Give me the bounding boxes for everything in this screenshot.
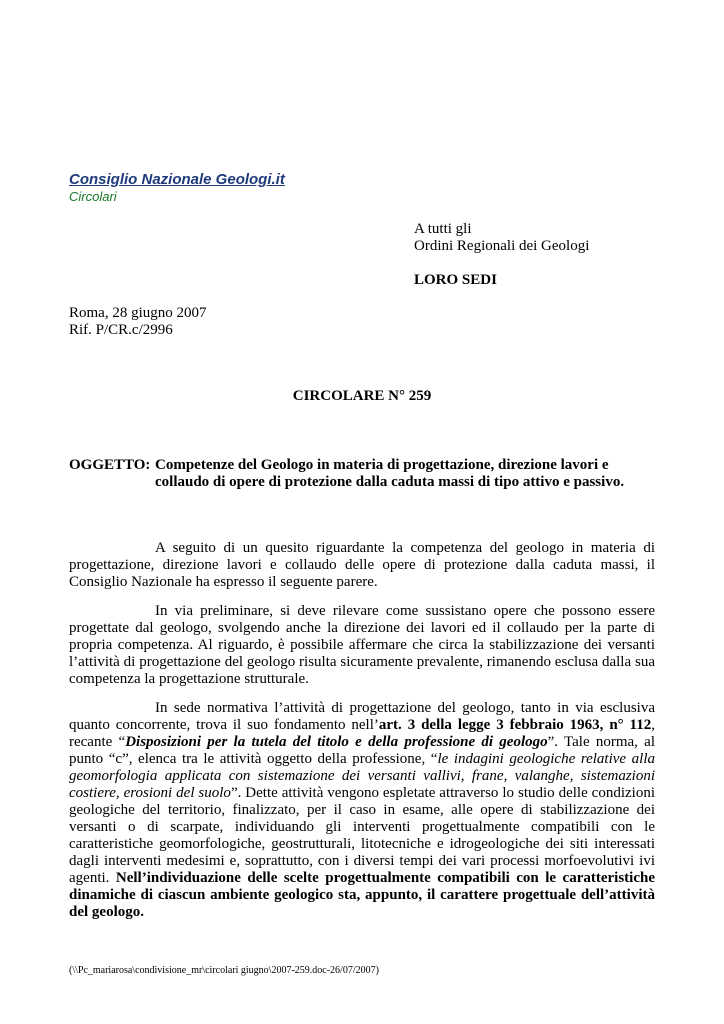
section-label: Circolari — [69, 189, 117, 204]
paragraph-3 — [69, 700, 655, 921]
letterhead — [69, 171, 285, 204]
recipient-line-2: Ordini Regionali dei Geologi — [414, 238, 590, 254]
p3-text-g: ”. Dette attività vengono espletate attraverso lo studio delle condizioni geologiche del territorio, finalizzato, per il caso in esame, alle opere di stabilizzazione dei versanti o di scarpate, individuando gli interventi progettualmente compatibili con le caratteristiche geomorfologiche, geostrutturali, litotecniche e idrogeologiche dei siti interessati dagli interventi medesimi e, soprattutto, con i diversi tempi dei vari processi morfoevolutivi ivi agenti. — [69, 785, 655, 886]
law-reference: art. 3 della legge 3 febbraio 1963, n° 112 — [378, 717, 652, 733]
subject-text: Competenze del Geologo in materia di progettazione, direzione lavori e collaudo di opere di protezione dalla caduta massi di tipo attivo e passivo. — [155, 457, 625, 490]
paragraph-1: A seguito di un quesito riguardante la competenza del geologo in materia di progettazione, direzione lavori e collaudo delle opere di protezione dalla caduta massi, il Consiglio Nazionale ha espresso il seguente parere. — [69, 540, 655, 590]
subject-label: OGGETTO: — [69, 457, 151, 473]
meta-block — [69, 305, 207, 339]
recipient-block — [414, 221, 589, 289]
law-title: Disposizioni per la tutela del titolo e della professione di geologo — [125, 734, 548, 750]
subject-block — [69, 457, 659, 491]
p3-text-c: , recante “ — [69, 717, 655, 750]
org-name[interactable]: Consiglio Nazionale Geologi.it — [69, 171, 285, 188]
law-quote: le indagini geologiche relative alla geomorfologia applicata con sistemazione dei versanti vallivi, frane, valanghe, sistemazioni costiere, erosioni del suolo — [69, 751, 655, 801]
paragraph-2: In via preliminare, si deve rilevare come sussistano opere che possono essere progettate dal geologo, svolgendo anche la direzione dei lavori ed il collaudo per la parte di propria competenza. Al riguardo, è possibile affermare che circa la stabilizzazione dei versanti l’attività di progettazione del geologo risulta sicuramente prevalente, rimanendo esclusa dalla sua competenza la progettazione strutturale. — [69, 603, 655, 687]
p3-conclusion: Nell’individuazione delle scelte progettualmente compatibili con le caratteristiche dinamiche di ciascun ambiente geologico sta, appunto, il carattere progettuale dell’attività del geologo. — [69, 870, 655, 920]
letter-body — [69, 540, 655, 933]
date-line: Roma, 28 giugno 2007 — [69, 305, 207, 321]
file-path-footer: (\\Pc_mariarosa\condivisione_mr\circolari giugno\2007-259.doc-26/07/2007) — [69, 965, 379, 976]
p3-text-a: In sede normativa l’attività di progettazione del geologo, tanto in via esclusiva quanto concorrente, trova il suo fondamento nell’ — [69, 700, 655, 733]
p3-text-e: ”. Tale norma, al punto “c”, elenca tra le attività oggetto della professione, “ — [69, 734, 656, 767]
circular-title: CIRCOLARE N° 259 — [292, 388, 432, 404]
recipient-line-3: LORO SEDI — [414, 272, 497, 288]
reference-line: Rif. P/CR.c/2996 — [69, 322, 173, 338]
recipient-line-1: A tutti gli — [414, 221, 472, 237]
